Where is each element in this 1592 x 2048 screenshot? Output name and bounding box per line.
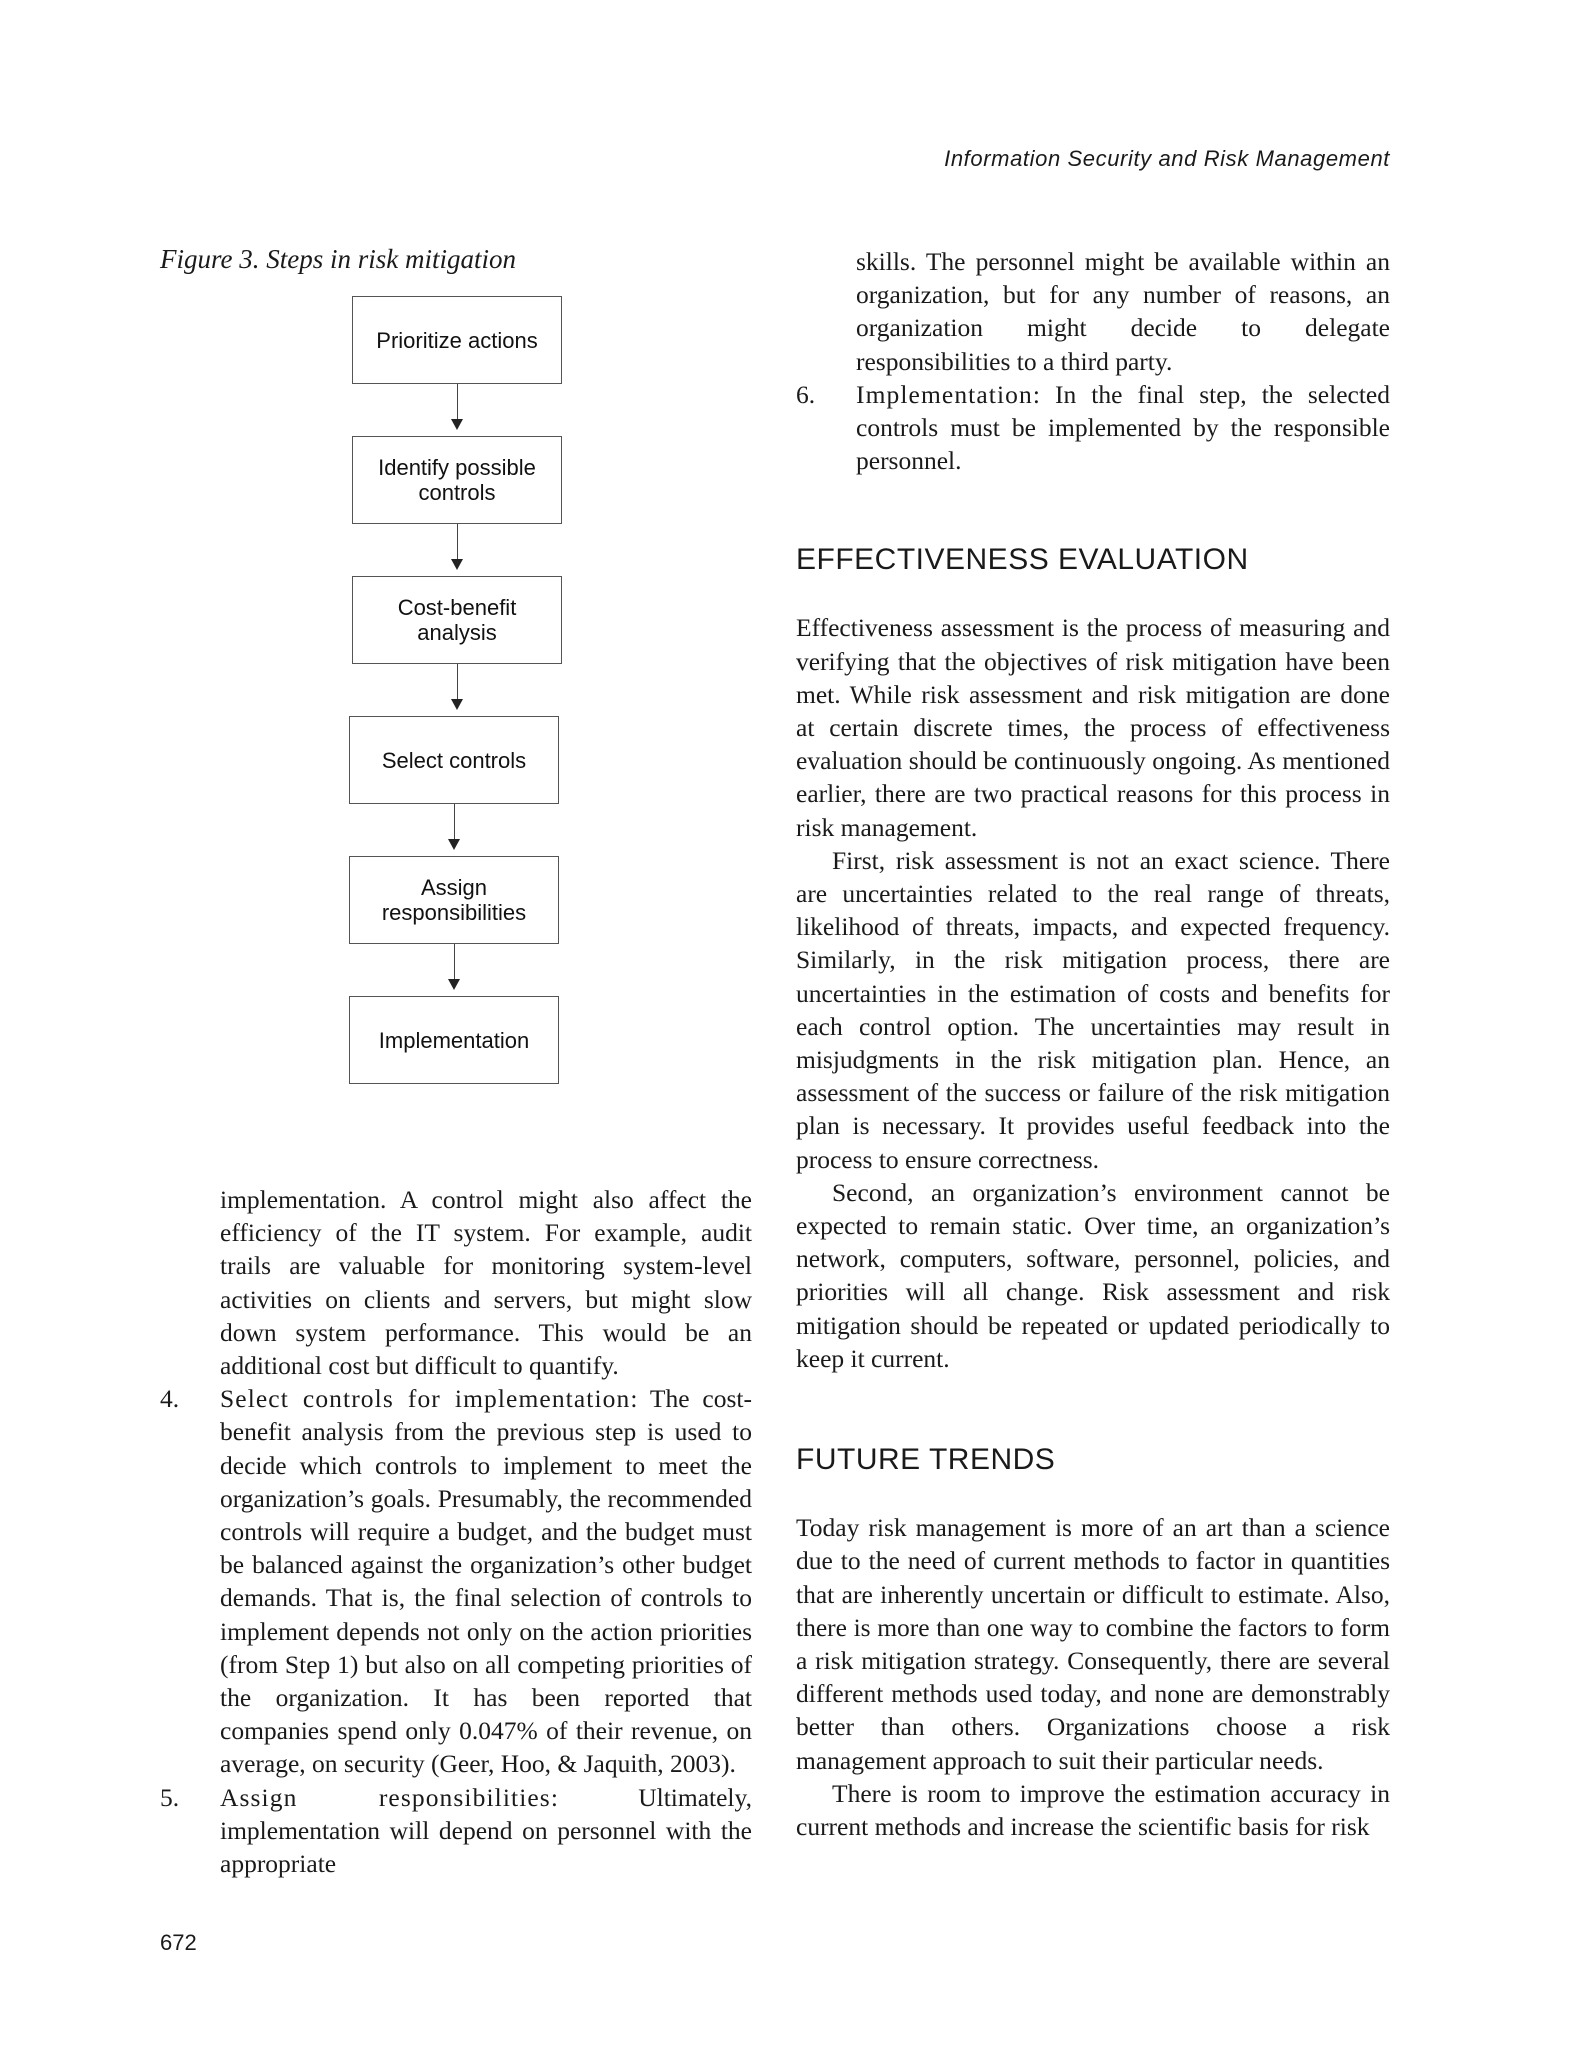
list-item-5 [160, 1781, 752, 1881]
flow-arrow [457, 664, 458, 708]
left-column [160, 1183, 752, 1880]
section-heading-effectiveness: EFFECTIVENESS EVALUATION [796, 543, 1249, 577]
flowchart [340, 296, 600, 1096]
running-head: Information Security and Risk Management [944, 146, 1390, 171]
paragraph: Today risk management is more of an art than a science due to the need of current methods to factor in quantities that are inherently uncertain or difficult to estimate. Also, there is more than one way to combine the factors to form a risk mitigation strategy. Consequently, there are several different methods used today, and none are demonstrably better than others. Organizations choose a risk management approach to suit their particular needs. [796, 1513, 1390, 1775]
list-number: 4. [160, 1384, 180, 1414]
paragraph: There is room to improve the estimation accuracy in current methods and increase the scientific basis for risk [796, 1778, 1390, 1841]
flow-arrow [457, 524, 458, 568]
flow-step-prioritize-actions: Prioritize actions [352, 296, 562, 384]
flow-step-identify-controls: Identify possible controls [352, 436, 562, 524]
list-text: : The cost-benefit analysis from the previous step is used to decide which controls to implement to meet the organization’s goals. Presumably, the recommended controls will require a budget, and the budget must be balanced against the organization’s other budget demands. That is, the final selection of controls to implement depends not only on the action priorities (from Step 1) but also on all competing priorities of the organization. It has been reported that companies spend only 0.047% of their revenue, on average, on security (Geer, Hoo, & Jaquith, 2003). [220, 1384, 753, 1779]
list-term: Select controls for implementation [220, 1384, 631, 1414]
continuation-paragraph: implementation. A control might also affect the efficiency of the IT system. For example, audit trails are valuable for monitoring system-level activities on clients and servers, but might slow down system performance. This would be an additional cost but difficult to quantify. [220, 1185, 752, 1381]
list-text: : In the final step, the selected controls must be implemented by the responsible personnel. [856, 379, 1390, 476]
list-text: : Ultimately, implementation will depend on personnel with the appropriate [220, 1782, 752, 1879]
flow-arrow [457, 384, 458, 428]
paragraph: First, risk assessment is not an exact science. There are uncertainties related to the real range of threats, likelihood of threats, impacts, and expected frequency. Similarly, in the risk mitigation process, there are uncertainties in the estimation of costs and benefits for each control option. The uncertainties may result in misjudgments in the risk mitigation plan. Hence, an assessment of the success or failure of the risk mitigation plan is necessary. It provides useful feedback into the process to ensure correctness. [796, 845, 1390, 1174]
flow-step-cost-benefit-analysis: Cost-benefit analysis [352, 576, 562, 664]
list-number: 5. [160, 1782, 180, 1812]
paragraph: Effectiveness assessment is the process of measuring and verifying that the objectives of risk mitigation have been met. While risk assessment and risk mitigation are done at certain discrete times, the process of effectiveness evaluation should be continuously ongoing. As mentioned earlier, there are two practical reasons for this process in risk management. [796, 613, 1390, 842]
page-number: 672 [160, 1930, 197, 1955]
list-number: 6. [796, 379, 816, 409]
section-heading-future-trends: FUTURE TRENDS [796, 1443, 1056, 1477]
figure-caption: Figure 3. Steps in risk mitigation [160, 244, 516, 274]
list-term: Assign responsibilities [220, 1782, 551, 1812]
flow-step-select-controls: Select controls [349, 716, 559, 804]
flow-step-assign-responsibilities: Assign responsibilities [349, 856, 559, 944]
list-term: Implementation [856, 379, 1033, 409]
list-item-4 [160, 1382, 752, 1780]
flow-arrow [454, 804, 455, 848]
flow-arrow [454, 944, 455, 988]
list-item-6 [796, 378, 1390, 478]
right-column [796, 245, 1390, 1843]
flow-step-implementation: Implementation [349, 996, 559, 1084]
paragraph: Second, an organization’s environment cannot be expected to remain static. Over time, an organization’s network, computers, software, personnel, policies, and priorities will all change. Risk assessment and risk mitigation should be repeated or updated periodically to keep it current. [796, 1177, 1390, 1373]
continuation-paragraph: skills. The personnel might be available within an organization, but for any number of reasons, an organization might decide to delegate responsibilities to a third party. [856, 247, 1390, 376]
